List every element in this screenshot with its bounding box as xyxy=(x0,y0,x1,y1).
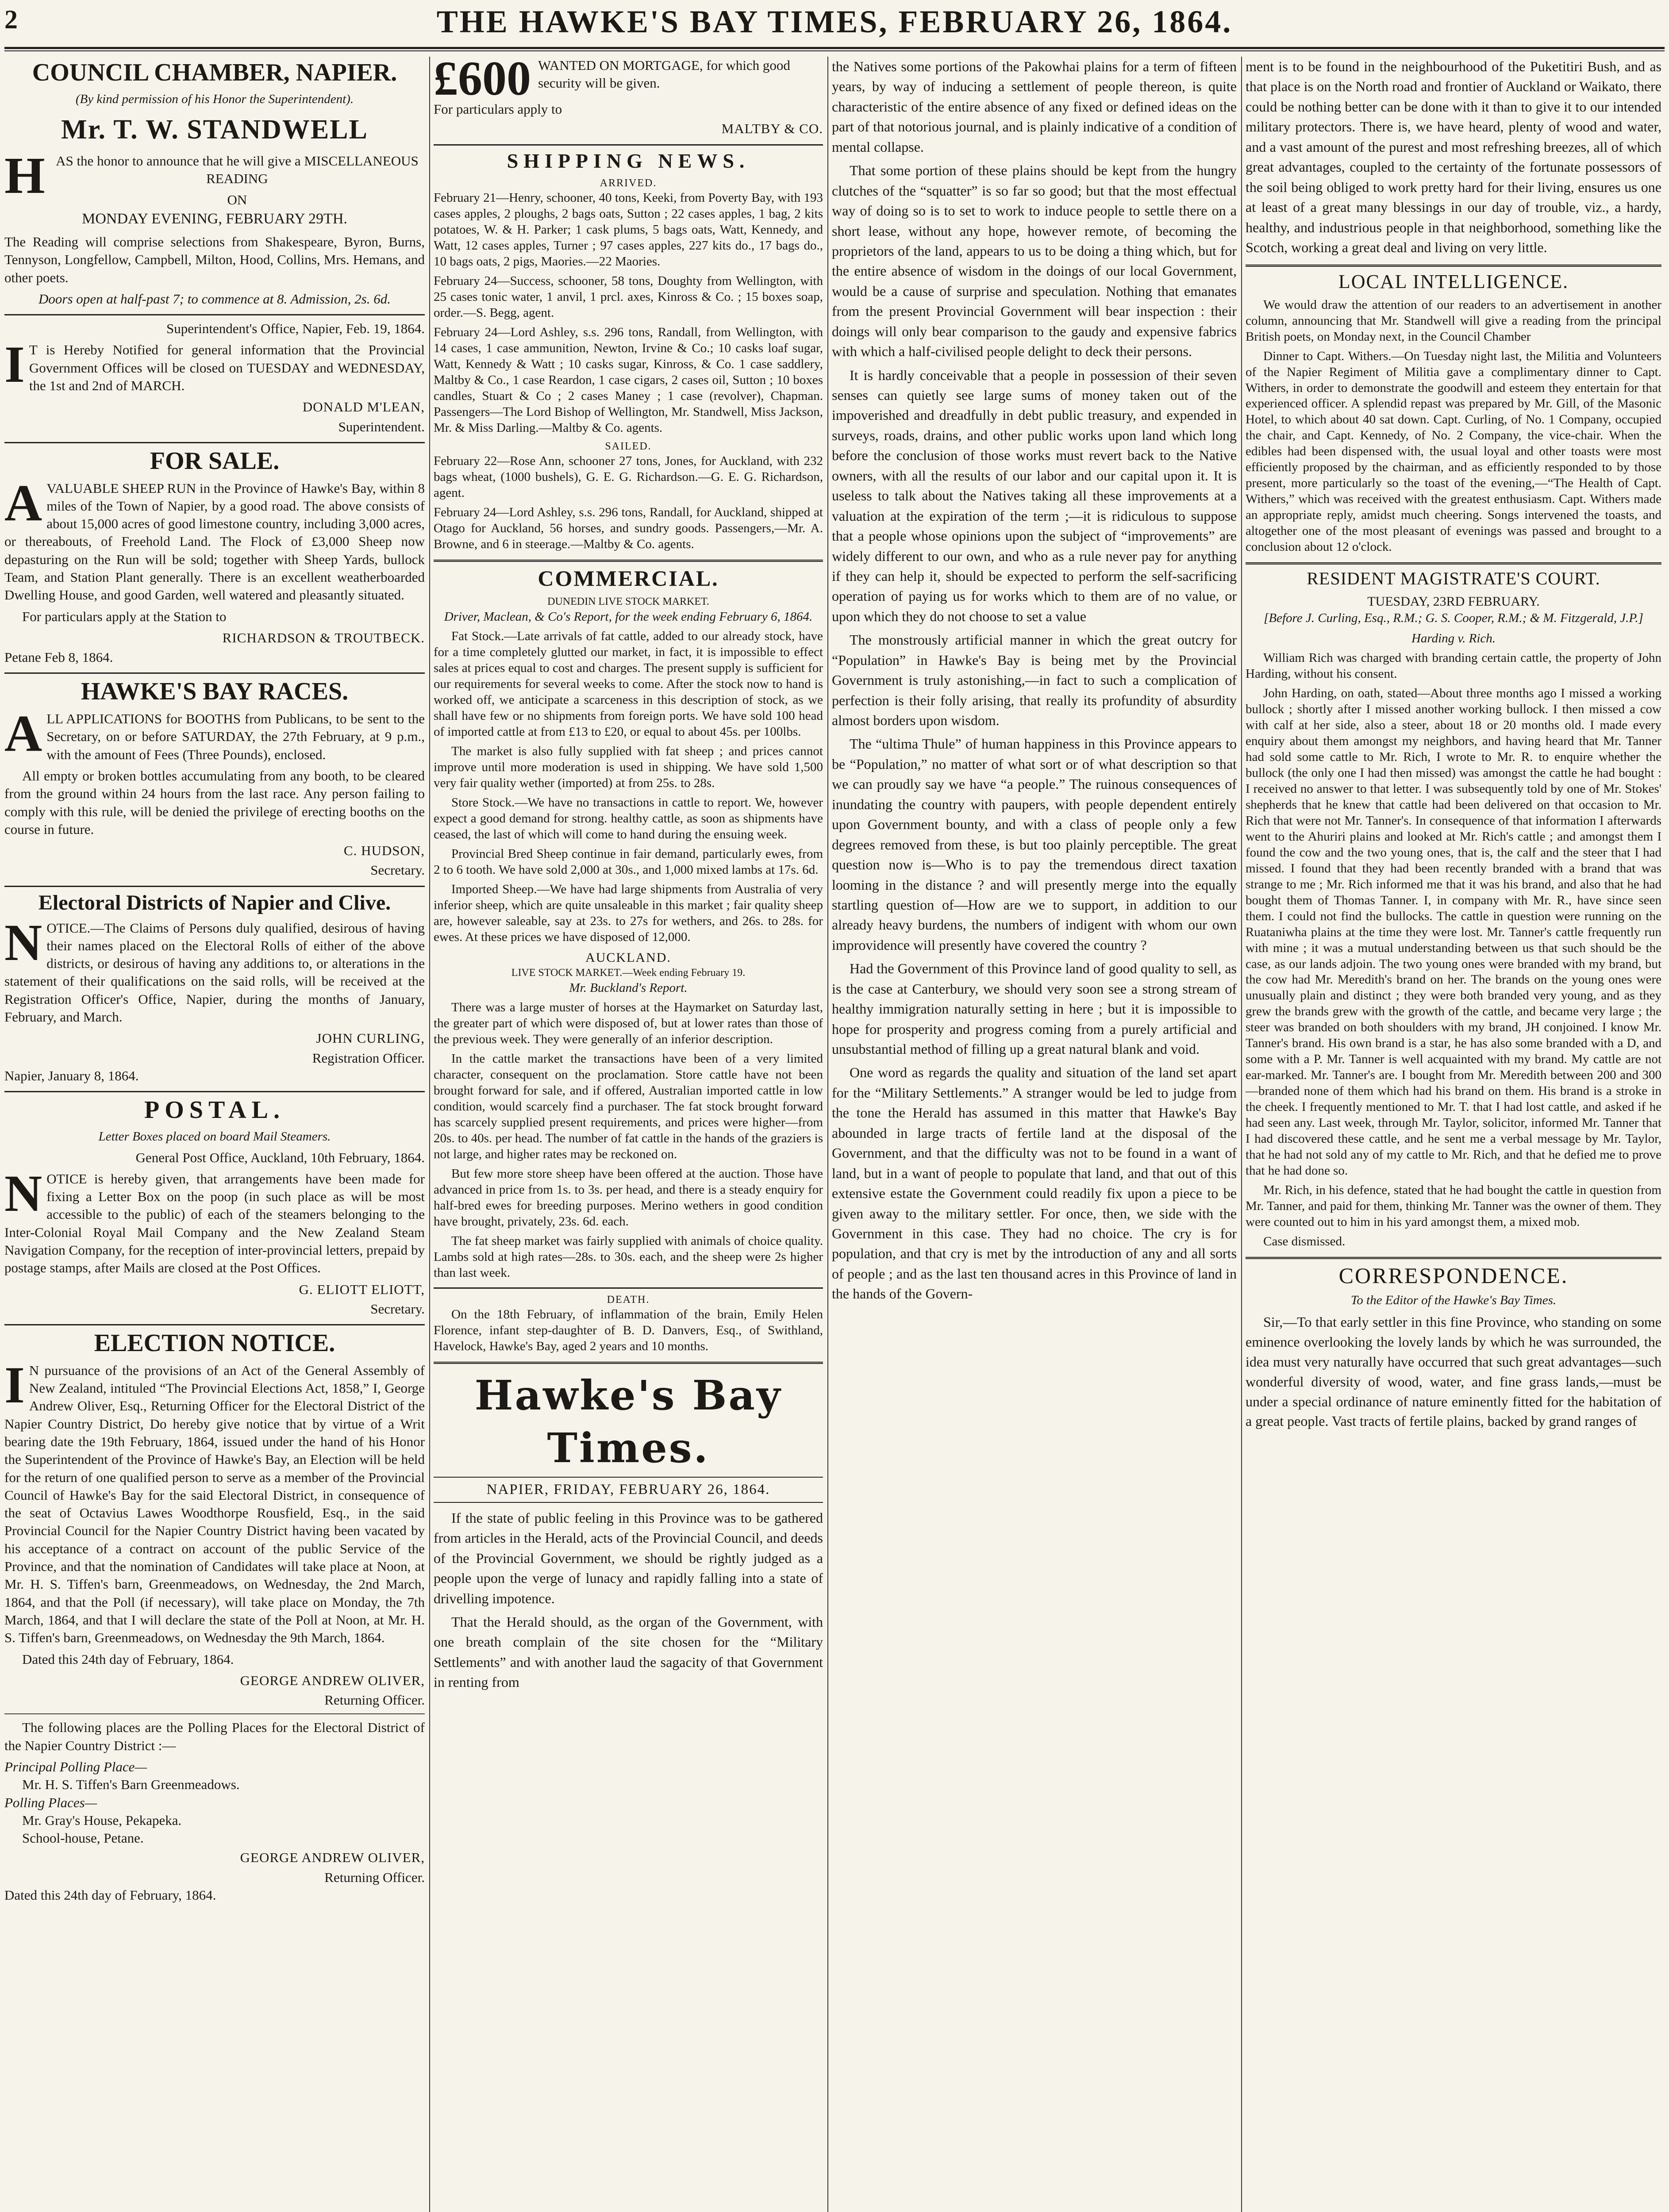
auckland-label: AUCKLAND. xyxy=(585,950,671,965)
races-title: Secretary. xyxy=(370,862,425,878)
election-body: IN pursuance of the provisions of an Act of the General Assembly of New Zealand, intituled “The Provincial Elections Act, 1858,” I, George Andrew Oliver, Esq., Returning Officer for the Electoral District of the Napier Country District, Do hereby give notice that by virtue of a Writ bearing date the 19th February, 1864, issued under the hand of his Honor the Superintendent of the Province of Hawke's Bay, an Election will be held for the return of one qualified person to serve as a member of the Provincial Council of Hawke's Bay for the said Electoral District, in consequence of the seat of Octavius Lawes Woodthorpe Rousfield, Esq., in the said Provincial Council for the Napier Country District having been vacated by his acceptance of a contract on account of the public Service of the Province, and that the nomination of Candidates will take place at Noon, at Mr. H. S. Tiffen's barn, Greenmeadows, on Wednesday, the 2nd March, 1864, and that the Poll (if necessary), will take place on Monday, the 7th March, 1864, and that I will declare the state of the Poll at Noon, at Mr. H. S. Tiffen's barn, Greenmeadows, on Wednesday the 9th March, 1864. xyxy=(4,1356,425,1646)
postal-office: General Post Office, Auckland, 10th February, 1864. xyxy=(135,1149,425,1165)
for-sale-date: Petane Feb 8, 1864. xyxy=(4,649,113,665)
principal-polling-place: Mr. H. S. Tiffen's Barn Greenmeadows. xyxy=(22,1777,240,1793)
editorial-paragraph: If the state of public feeling in this Province was to be gathered from articles in the Herald, acts of the Provincial Council, and deeds of the Provincial Government, we should be rightly judged as a people upon the verge of lunacy and rapidly falling into a state of drivelling impotence. xyxy=(434,1509,823,1606)
section-rule xyxy=(4,1713,425,1714)
editorial-paragraph: The monstrously artificial manner in which the great outcry for “Population” in Hawke's Bay is being met by the Provincial Government is truly astonishing,—in fact to such a complication of perfection is their folly arising, that really its profundity of absurdity almost borders upon wisdom. xyxy=(832,632,1237,728)
arrived-label: ARRIVED. xyxy=(600,177,657,189)
races-ad xyxy=(4,678,425,879)
mortgage-ad xyxy=(434,57,823,105)
shipping-news xyxy=(434,150,823,553)
section-rule xyxy=(4,442,425,443)
editorial-paragraph: ment is to be found in the neighbourhood of the Puketitiri Bush, and as that place is on the North road and frontier of Auckland or Waikato, there could be nothing better can be done with it than to give it to our intended military protectors. There is, we have heard, plenty of wood and water, and a vast amount of the purest and most refreshing breezes, all of which great advantages, coupled to the certainty of the fortunate possessors of the soil being obliged to work pretty hard for their living, ensures us one at least of a great many blessings in our day of trouble, viz., a hardy, healthy, and industrious people in that neighborhood, something like the Scotch, working a great deal and living on very little. xyxy=(1246,58,1661,255)
polling-place-1: Mr. Gray's House, Pekapeka. xyxy=(22,1812,182,1828)
court-date: TUESDAY, 23RD FEBRUARY. xyxy=(1367,594,1540,609)
postal-sub: Letter Boxes placed on board Mail Steamers. xyxy=(98,1129,331,1144)
column-divider xyxy=(827,57,828,2212)
correspondence-body: Sir,—To that early settler in this fine Province, who standing on some eminence overlooking the lovely lands by which he was surrounded, the idea must very naturally have occurred that such great advantages—such wonderful diversity of wood, water, and fine grass lands,—must be under a special ordinance of nature eminently fitted for the habitation of a great people. Vast tracts of fertile plains, backed by grand ranges of xyxy=(1246,1314,1661,1429)
column-4 xyxy=(1246,57,1661,2212)
masthead-rule xyxy=(4,47,1665,49)
election-dated-2: Dated this 24th day of February, 1864. xyxy=(4,1887,216,1903)
commercial-section xyxy=(434,566,823,1281)
election-notice xyxy=(4,1330,425,1904)
postal-notice xyxy=(4,1097,425,1318)
races-body: ALL APPLICATIONS for BOOTHS from Publicans, to be sent to the Secretary, on or before SATURDAY, the 27th February, at 9 p.m., with the amount of Fees (Three Pounds), enclosed. xyxy=(4,704,425,763)
auckland-report: Mr. Buckland's Report. xyxy=(569,980,688,995)
local-paragraph: We would draw the attention of our readers to an advertisement in another column, announcing that Mr. Standwell will give a reading from the principal British poets, on Monday next, in the Council Chamber xyxy=(1246,297,1661,344)
electoral-notice xyxy=(4,891,425,1085)
section-rule xyxy=(434,1362,823,1364)
races-body-2: All empty or broken bottles accumulating from any booth, to be cleared from the ground within 24 hours from the last race. Any person failing to comply with this rule, will be denied the privilege of erecting booths on the course in future. xyxy=(4,768,425,837)
column-divider xyxy=(429,57,430,2212)
masthead-rule-thin xyxy=(4,50,1665,51)
polling-places-label: Polling Places— xyxy=(4,1794,97,1810)
for-sale-heading: FOR SALE. xyxy=(150,447,280,475)
superintendent-body: IT is Hereby Notified for general information that the Provincial Government Offices will be closed on TUESDAY and WEDNESDAY, the 1st and 2nd of MARCH. xyxy=(4,335,425,394)
section-rule xyxy=(1246,1257,1661,1259)
election-signature: GEORGE ANDREW OLIVER, xyxy=(240,1672,425,1688)
sailed-label: SAILED. xyxy=(605,440,652,452)
council-on: ON xyxy=(227,192,247,208)
section-rule xyxy=(434,1287,823,1289)
editorial-paragraph: One word as regards the quality and situation of the land set apart for the “Military Settlements.” A stranger would be led to judge from the tone the Herald has assumed in this matter that Hawke's Bay abounded in large tracts of fertile land at the disposal of the Government, and that the difficulty was not to be found in a want of land, but in a want of people to populate that land, and that out of this extensive estate the Government could readily fix upon a piece to be given away to the military settler. For once, then, we side with the Government in this case. They had no choice. The cry is for population, and that cry is met by the introduction of any and all sorts of people ; and as the last ten thousand acres in this Province of land in the hands of the Govern- xyxy=(832,1064,1237,1302)
electoral-body: NOTICE.—The Claims of Persons duly qualified, desirous of having their names placed on the Electoral Rolls of either of the above districts, or desirous of having any additions to, or alterations in the statement of their qualifications on the said rolls, will be received at the Registration Officer's Office, Napier, during the months of January, February, and March. xyxy=(4,913,425,1025)
electoral-signature: JOHN CURLING, xyxy=(316,1030,425,1046)
section-rule xyxy=(434,144,823,146)
council-doors: Doors open at half-past 7; to commence at 8. Admission, 2s. 6d. xyxy=(38,291,391,307)
column-1 xyxy=(4,57,425,2212)
court-paragraph: William Rich was charged with branding certain cattle, the property of John Harding, without his consent. xyxy=(1246,651,1661,681)
postal-body: NOTICE is hereby given, that arrangements have been made for fixing a Letter Box on the poop (in such place as will be most accessible to the public) of each of the steamers belonging to the Inter-Colonial Royal Mail Company and the New Zealand Steam Navigation Company, for the reception of inter-provincial letters, prepaid by postage stamps, after Mails are closed at the Post Offices. xyxy=(4,1164,425,1276)
court-paragraph: John Harding, on oath, stated—About three months ago I missed a working bullock ; shortly after I missed another working bullock. I then missed a cow with calf at her side, also a steer, about 18 or 20 months old. I made every enquiry about them amongst my neighbors, and having heard that Mr. Tanner had sold some cattle to Mr. Rich, I wrote to Mr. R. to enquire whether the bullock (the only one I had then missed) was amongst the cattle he had bought : I received no answer to that letter. I was subsequently told by one of Mr. Stokes' shepherds that he knew that cattle had been delivered on that occasion to Mr. Rich that were not Mr. Tanner's. In consequence of that information I afterwards went to the Ahuriri plains and looked at Mr. Rich's cattle ; and amongst them I found the cow and the two young ones, that is, the calf and the steer that I had missed. I found that they had been recently branded with a brand that was strange to me ; Mr. Rich informed me that it was his brand, and also that he had bought them of Thomas Tanner. I, in company with Mr. R., have since seen them. I could not find the bullocks. The cattle in question were running on the Ruataniwha plains at the time they were lost. Mr. Tanner's cattle frequently run with mine ; it was a mutual understanding between us that such should be the case, as our lands adjoin. The two young ones were branded with my brand, but the cow had Mr. Meredith's brand on her. The brands on the young ones were unusually plain and distinct ; they were both branded very young, and as they grew the brands grew with the growth of the cattle, and became very large ; the steer was branded on both shoulders with my brand, JH conjoined. I know Mr. Tanner's brand. His own brand is a star, he has also some branded with a D, and some with a P. Mr. Tanner is well acquainted with my brand. My cattle are not ear-marked. Mr. Tanner's are. I bought from Mr. Meredith between 200 and 300—branded none of them which had his brand on them. His brand is a stroke in the cheek. I frequently mentioned to Mr. T. that I had lost cattle, and asked if he had seen any. Last week, through Mr. Taylor, solicitor, informed Mr. Tanner that I had discovered these cattle, and he sent me a verbal message by Mr. Taylor, that he had not sold any of my cattle to Mr. Rich, and that he defied me to prove that he had done so. xyxy=(1246,686,1661,1178)
for-sale-body: AVALUABLE SHEEP RUN in the Province of Hawke's Bay, within 8 miles of the Town of Napier, by a good road. The above consists of about 15,000 acres of good limestone country, including 3,000 acres, or thereabouts, of Freehold Land. The Flock of £3,000 Sheep now depasturing on the Run will be sold; together with Sheep Yards, bullock Team, and Station Plant generally. There is an excellent weatherboarded Dwelling House, and good Garden, well watered and pleasantly situated. xyxy=(4,473,425,603)
editorial-dateline: NAPIER, FRIDAY, FEBRUARY 26, 1864. xyxy=(434,1477,823,1503)
editorial-paragraph: It is hardly conceivable that a people in possession of their seven senses can quietly see large sums of money taken out of the impoverished and dreadfully in debt public treasury, and expended in surveys, roads, drains, and other public works upon land which long before the conclusion of those works must revert back to the Native owners, with all the results of our labor and our capital upon it. It is useless to talk about the Natives taking all these improvements at a valuation at the expiration of the term ;—it is ridiculous to suppose that a people whose opinions upon the subject of “improvements” are widely different to our own, and who as a rule never pay for anything if they can help it, should be expected to perform the self-sacrificing operation of paying us for works which to them are of no value, or upon which they do not choose to set a value xyxy=(832,367,1237,624)
mortgage-apply: For particulars apply to xyxy=(434,101,562,117)
election-heading: ELECTION NOTICE. xyxy=(94,1329,335,1357)
reader-name: Mr. T. W. STANDWELL xyxy=(61,115,368,145)
column-3 xyxy=(832,57,1237,2212)
council-body: The Reading will comprise selections from Shakespeare, Byron, Burns, Tennyson, Longfellow, Campbell, Milton, Hood, Collins, Mrs. Hemans, and other poets. xyxy=(4,234,425,285)
superintendent-signature: DONALD M'LEAN, xyxy=(302,399,425,415)
editorial-paragraph: The “ultima Thule” of human happiness in this Province appears to be “Population,” no matter of what sort or of what description so that we can proudly say we have “a people.” The ruinous consequences of inundating the country with paupers, with people dependent entirely upon Government bounty, and with a class of people only a few degrees removed from these, is but too plainly perceptible. The great question now is—Who is to pay the tremendous direct taxation looming in the distance ? and will presently merge into the equally startling question of—How are we to support, in addition to our already heavy burdens, the numbers of indigent with whom our own improvidence will presently have covered the country ? xyxy=(832,736,1237,953)
shipping-heading: SHIPPING NEWS. xyxy=(507,149,750,172)
market-paragraph: In the cattle market the transactions have been of a very limited character, consequent on the proclamation. Store cattle have not been brought forward for sale, and if offered, Australian imported cattle in low condition, would scarcely find a purchaser. The fat stock brought forward has scarcely supplied present requirements, and prices were higher—from 20s. to 40s. per head. The number of fat cattle in the hands of the graziers is not large, and higher rates may be reckoned on. xyxy=(434,1052,823,1162)
postal-heading: POSTAL. xyxy=(144,1096,285,1124)
for-sale-ad xyxy=(4,448,425,667)
local-heading: LOCAL INTELLIGENCE. xyxy=(1338,271,1569,293)
election-signature-2: GEORGE ANDREW OLIVER, xyxy=(240,1850,425,1866)
dunedin-label: DUNEDIN LIVE STOCK MARKET. xyxy=(547,595,709,607)
death-body: On the 18th February, of inflammation of the brain, Emily Helen Florence, infant step-daughter of B. D. Danvers, Esq., of Swithland, Havelock, Hawke's Bay, aged 2 years and 10 months. xyxy=(434,1307,823,1353)
principal-polling-label: Principal Polling Place— xyxy=(4,1759,147,1774)
column-divider xyxy=(1241,57,1242,2212)
correspondence-heading: CORRESPONDENCE. xyxy=(1338,1263,1569,1288)
polling-place-2: School-house, Petane. xyxy=(22,1830,144,1846)
section-rule xyxy=(1246,562,1661,565)
electoral-date: Napier, January 8, 1864. xyxy=(4,1068,139,1083)
postal-signature: G. ELIOTT ELIOTT, xyxy=(299,1281,425,1297)
arrival-entry: February 24—Lord Ashley, s.s. 296 tons, Randall, from Wellington, with 14 cases, 1 case ammunition, Newton, Irvine & Co.; 10 casks loaf sugar, Watt, Kennedy & Watt ; 10 casks sugar, Kinross, & Co. 1 case saddlery, Maltby & Co., 1 case Reardon, 1 case cigars, 2 cases oil, Sutton ; 10 boxes candles, Stuart & Co ; 2 cases Maney ; 1 case (revolver), Chapman. Passengers—The Lord Bishop of Wellington, Mr. Standwell, Miss Jackson, Mr. & Miss Darling.—Maltby & Co. agents. xyxy=(434,325,823,435)
local-paragraph: Dinner to Capt. Withers.—On Tuesday night last, the Militia and Volunteers of the Napier Regiment of Militia gave a complimentary dinner to Capt. Withers, in order to demonstrate the goodwill and esteem they entertain for that experienced officer. A splendid repast was prepared by Mr. Gill, of the Masonic Hotel, to which about 40 sat down. Capt. Curling, of No. 1 Company, occupied the chair, and Capt. Kennedy, of No. 2 Company, the vice-chair. When the edibles had been dispensed with, the usual loyal and other toasts were most efficiently proposed by the chairman, and as efficiently responded to by those present, more particularly so the toast of the evening,—“The Health of Capt. Withers,” which was received with the greatest enthusiasm. Capt. Withers made an appropriate reply, amidst much cheering. Songs intervened the toasts, and altogether one of the most pleasant of evenings was passed and brought to a conclusion about 12 o'clock. xyxy=(1246,349,1661,554)
court-paragraph: Mr. Rich, in his defence, stated that he had bought the cattle in question from Mr. Tanner, and paid for them, thinking Mr. Tanner was the owner of them. They were counted out to him in his yard amongst them, a mixed mob. xyxy=(1246,1183,1661,1229)
death-label: DEATH. xyxy=(607,1294,650,1306)
races-heading: HAWKE'S BAY RACES. xyxy=(81,678,349,706)
council-heading: COUNCIL CHAMBER, NAPIER. xyxy=(32,59,397,86)
section-rule xyxy=(4,1091,425,1092)
correspondence-to: To the Editor of the Hawke's Bay Times. xyxy=(1350,1293,1557,1307)
dunedin-sub: Driver, Maclean, & Co's Report, for the week ending February 6, 1864. xyxy=(444,609,813,624)
races-signature: C. HUDSON, xyxy=(343,843,425,859)
mortgage-text: WANTED ON MORTGAGE, for which good security will be given. xyxy=(538,58,790,91)
postal-title: Secretary. xyxy=(370,1301,425,1317)
editorial-paragraph: Had the Government of this Province land of good quality to sell, as is the case at Canterbury, we should very soon see a strong stream of healthy immigration naturally setting in here ; but it is impossible to hope for prosperity and progress coming from a purely artificial and unsubstantial method of filling up a great natural blank and void. xyxy=(832,960,1237,1057)
correspondence xyxy=(1246,1263,1661,1431)
editorial-paragraph: the Natives some portions of the Pakowhai plains for a term of fifteen years, by way of inducing a settlement of people thereon, is quite characteristic of the entire absence of any fixed or defined ideas on the part of that notorious journal, and is plainly indicative of a condition of mental collapse. xyxy=(832,58,1237,155)
election-title-2: Returning Officer. xyxy=(324,1869,425,1885)
market-paragraph: The fat sheep market was fairly supplied with animals of choice quality. Lambs sold at high rates—28s. to 30s. each, and the sheep were 2s higher than last week. xyxy=(434,1233,823,1280)
sailing-entry: February 24—Lord Ashley, s.s. 296 tons, Randall, for Auckland, shipped at Otago for Auckland, 56 horses, and sundry goods. Passengers,—Mr. A. Browne, and 6 in steerage.—Maltby & Co. agents. xyxy=(434,505,823,551)
superintendent-notice xyxy=(4,320,425,436)
market-paragraph: Store Stock.—We have no transactions in cattle to report. We, however expect a good demand for strong. healthy cattle, as soon as shipments have ceased, the last of which will come to hand during the ensuing week. xyxy=(434,795,823,841)
newspaper-title: THE HAWKE'S BAY TIMES, FEBRUARY 26, 1864. xyxy=(436,4,1233,39)
court-bench: [Before J. Curling, Esq., R.M.; G. S. Cooper, R.M.; & M. Fitzgerald, J.P.] xyxy=(1264,611,1643,626)
electoral-heading: Electoral Districts of Napier and Clive. xyxy=(38,891,391,914)
editorial-paragraph: That the Herald should, as the organ of the Government, with one breath complain of the site chosen for the “Military Settlements” and with another laud the sagacity of that Government in renting from xyxy=(434,1613,823,1690)
council-chamber-ad xyxy=(4,59,425,308)
mortgage-amount: £600 xyxy=(434,57,531,105)
council-date: MONDAY EVENING, FEBRUARY 29TH. xyxy=(82,210,347,227)
sailing-entry: February 22—Rose Ann, schooner 27 tons, Jones, for Auckland, with 232 bags wheat, (1000 bushels), G. E. G. Richardson.—G. E. G. Richardson, agent. xyxy=(434,453,823,500)
section-rule xyxy=(434,560,823,562)
election-places-intro: The following places are the Polling Places for the Electoral District of the Napier Country District :— xyxy=(4,1720,425,1753)
for-sale-agents: RICHARDSON & TROUTBECK. xyxy=(222,630,425,645)
council-permission: (By kind permission of his Honor the Superintendent). xyxy=(75,92,354,106)
court-case: Harding v. Rich. xyxy=(1411,631,1496,645)
masthead xyxy=(4,0,1665,52)
for-sale-particulars: For particulars apply at the Station to xyxy=(22,608,227,624)
superintendent-office: Superintendent's Office, Napier, Feb. 19, 1864. xyxy=(166,321,425,337)
editorial-paragraph: That some portion of these plains should be kept from the hungry clutches of the “squatter” is so far so good; but that the most effectual way of doing so is to set to work to induce people to settle there on a short lease, without any hope, however remote, of becoming the proprietors of the land, appears to us to be doing a thing which, but for the entire absence of wisdom in the doings of our local Government, would be a cause of surprise and speculation. Nothing that emanates from the present Provincial Government will bear inspection : their doings will only bear comparison to the gaudy and expensive fabrics with which a half-civilised people delight to deck their persons. xyxy=(832,162,1237,360)
section-rule xyxy=(4,886,425,887)
election-dated: Dated this 24th day of February, 1864. xyxy=(22,1651,234,1667)
court-heading: RESIDENT MAGISTRATE'S COURT. xyxy=(1307,568,1600,589)
superintendent-title: Superintendent. xyxy=(338,419,425,434)
arrival-entry: February 24—Success, schooner, 58 tons, Doughty from Wellington, with 25 cases tonic water, 1 anvil, 1 prcl. axes, Kinross & Co. ; 15 boxes soap, order.—S. Begg, agent. xyxy=(434,274,823,320)
local-intelligence xyxy=(1246,271,1661,555)
market-paragraph: There was a large muster of horses at the Haymarket on Saturday last, the greater part of which were disposed of, but at lower rates than those of the previous week. They were generally of an inferior description. xyxy=(434,1000,823,1047)
mortgage-agent: MALTBY & CO. xyxy=(721,121,823,137)
arrival-entry: February 21—Henry, schooner, 40 tons, Keeki, from Poverty Bay, with 193 cases apples, 2 ploughs, 2 bags oats, Sutton ; 22 cases apples, 1 bag, 2 kits potatoes, W. & H. Parker; 1 cask plums, 5 bags oats, Watt, Kennedy, and Watt, 12 cases apples, Turner ; 97 cases apples, 227 kits do., 17 bags do., 10 bags oats, 2 pigs, Maories.—22 Maories. xyxy=(434,191,823,269)
market-paragraph: But few more store sheep have been offered at the auction. Those have advanced in price from 1s. to 3s. per head, and there is a steady enquiry for half-bred ewes for breeding purposes. Merino wethers in good condition have brought, privately, 23s. 6d. each. xyxy=(434,1166,823,1229)
commercial-heading: COMMERCIAL. xyxy=(538,565,719,591)
market-paragraph: Imported Sheep.—We have had large shipments from Australia of very inferior sheep, which are quite unsaleable in this market ; fair quality sheep are, however saleable, say at 23s. to 27s for wethers, and 26s. to 28s. for ewes. At these prices we have disposed of 12,000. xyxy=(434,882,823,944)
market-paragraph: The market is also fully supplied with fat sheep ; and prices cannot improve until more moderation is used in shipping. We have sold 1,500 very fair quality wether (imported) at from 25s. to 28s. xyxy=(434,744,823,791)
court-paragraph: Case dismissed. xyxy=(1263,1234,1346,1248)
section-rule xyxy=(4,672,425,674)
council-intro: HAS the honor to announce that he will give a MISCELLANEOUS READING xyxy=(4,146,419,204)
market-paragraph: Fat Stock.—Late arrivals of fat cattle, added to our already stock, have for a time completely glutted our market, in fact, it is impossible to effect sales at prices equal to cost and charges. The present supply is sufficient for our requirements for several weeks to come. After the stock now to hand is worked off, we anticipate a scarceness in this description of stock, as we shall have few or no shipments from foreign ports. We have sold 100 head of imported cattle at from £13 to £20, or equal to about 45s. per 100lbs. xyxy=(434,629,823,739)
newspaper-nameplate: Hawke's Bay Times. xyxy=(474,1371,782,1472)
electoral-title: Registration Officer. xyxy=(312,1050,425,1066)
editorial xyxy=(434,1369,823,1693)
section-rule xyxy=(1246,265,1661,267)
death-notice xyxy=(434,1293,823,1355)
market-paragraph: Provincial Bred Sheep continue in fair demand, particularly ewes, from 2 to 6 tooth. We have sold 2,000 at 30s., and 1,000 mixed lambs at 17s. 6d. xyxy=(434,846,823,877)
election-title: Returning Officer. xyxy=(324,1692,425,1708)
section-rule xyxy=(4,1324,425,1325)
magistrates-court xyxy=(1246,569,1661,1250)
section-rule xyxy=(4,314,425,315)
auckland-sub: LIVE STOCK MARKET.—Week ending February 19. xyxy=(511,967,746,979)
column-2 xyxy=(434,57,823,2212)
page-number: 2 xyxy=(4,5,18,34)
